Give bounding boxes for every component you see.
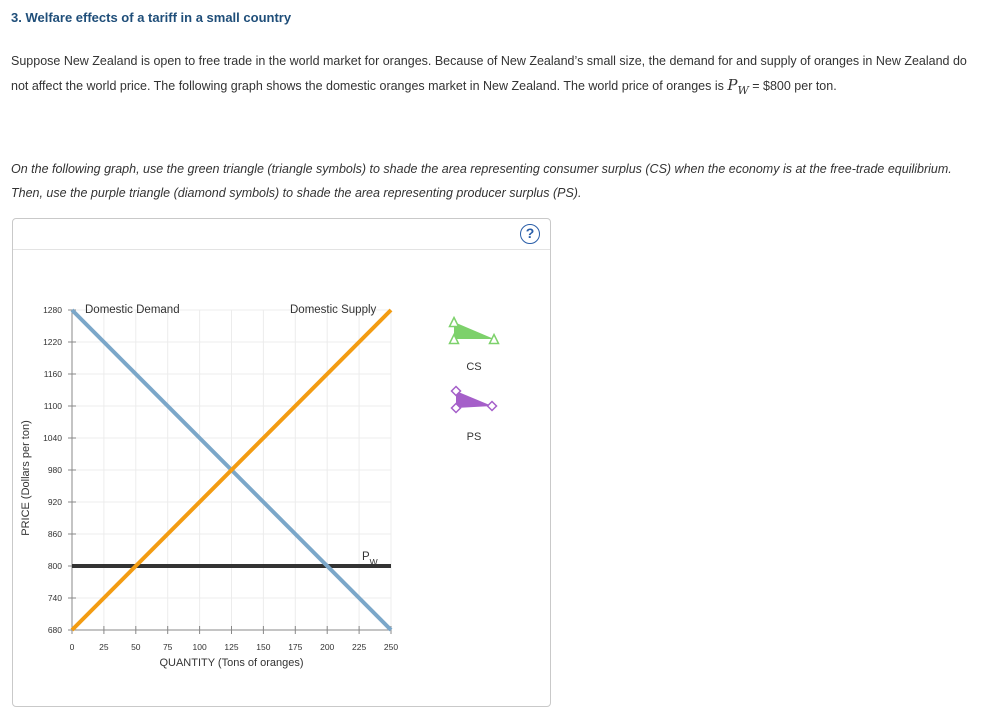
y-tick-label: 740 (47, 593, 62, 603)
y-tick-label: 980 (47, 465, 62, 475)
diamond-icon (488, 402, 497, 411)
y-tick-label: 1100 (43, 401, 62, 411)
x-tick-label: 50 (131, 642, 141, 652)
y-tick-label: 1160 (43, 369, 62, 379)
y-tick-label: 1040 (43, 433, 62, 443)
y-tick-label: 860 (47, 529, 62, 539)
y-tick-label: 680 (47, 625, 62, 635)
ps-tool-label: PS (466, 431, 482, 443)
instructions: On the following graph, use the green triangle (triangle symbols) to shade the area representing consumer surplus (CS) when the economy is at the free-trade equilibrium. Then, use the purple triangle (diamond symbols) to shade the area representing producer surplus (PS). (11, 162, 952, 200)
y-tick-label: 920 (47, 497, 62, 507)
x-tick-label: 150 (256, 642, 271, 652)
tool-palette[interactable] (450, 318, 499, 444)
cs-triangle-tool (454, 322, 494, 339)
page-title: 3. Welfare effects of a tariff in a small country (11, 10, 292, 25)
x-tick-label: 100 (192, 642, 207, 652)
y-tick-label: 800 (47, 561, 62, 571)
world-price-symbol: $P_W$ (727, 76, 749, 97)
triangle-icon (450, 318, 459, 327)
y-tick-label: 1220 (43, 337, 62, 347)
y-axis-title: PRICE (Dollars per ton) (20, 420, 32, 536)
x-tick-label: 25 (99, 642, 109, 652)
ps-triangle-tool (456, 391, 492, 408)
intro-text: Suppose New Zealand is open to free trade in the world market for oranges. Because of New Zealand’s small size, the demand for and supply of oranges in New Zealand do not affect the world price. The following graph shows the domestic oranges market in New Zealand. The world price of oranges is (11, 54, 967, 93)
supply-label: Domestic Supply (290, 304, 377, 316)
x-tick-label: 225 (352, 642, 367, 652)
x-tick-label: 75 (162, 642, 173, 652)
x-tick-label: 0 (69, 642, 75, 652)
world-price-value: = $800 per ton. (748, 79, 837, 93)
x-tick-label: 175 (288, 642, 303, 652)
world-price-label: $P_W$ (362, 551, 378, 567)
x-axis-title: QUANTITY (Tons of oranges) (159, 657, 304, 669)
x-tick-label: 125 (224, 642, 239, 652)
x-tick-label: 250 (383, 642, 399, 652)
cs-tool-label: CS (466, 361, 482, 373)
help-icon[interactable]: ? (520, 224, 540, 244)
y-tick-label: 1280 (43, 305, 62, 315)
demand-label: Domestic Demand (85, 304, 180, 316)
x-tick-label: 200 (320, 642, 335, 652)
